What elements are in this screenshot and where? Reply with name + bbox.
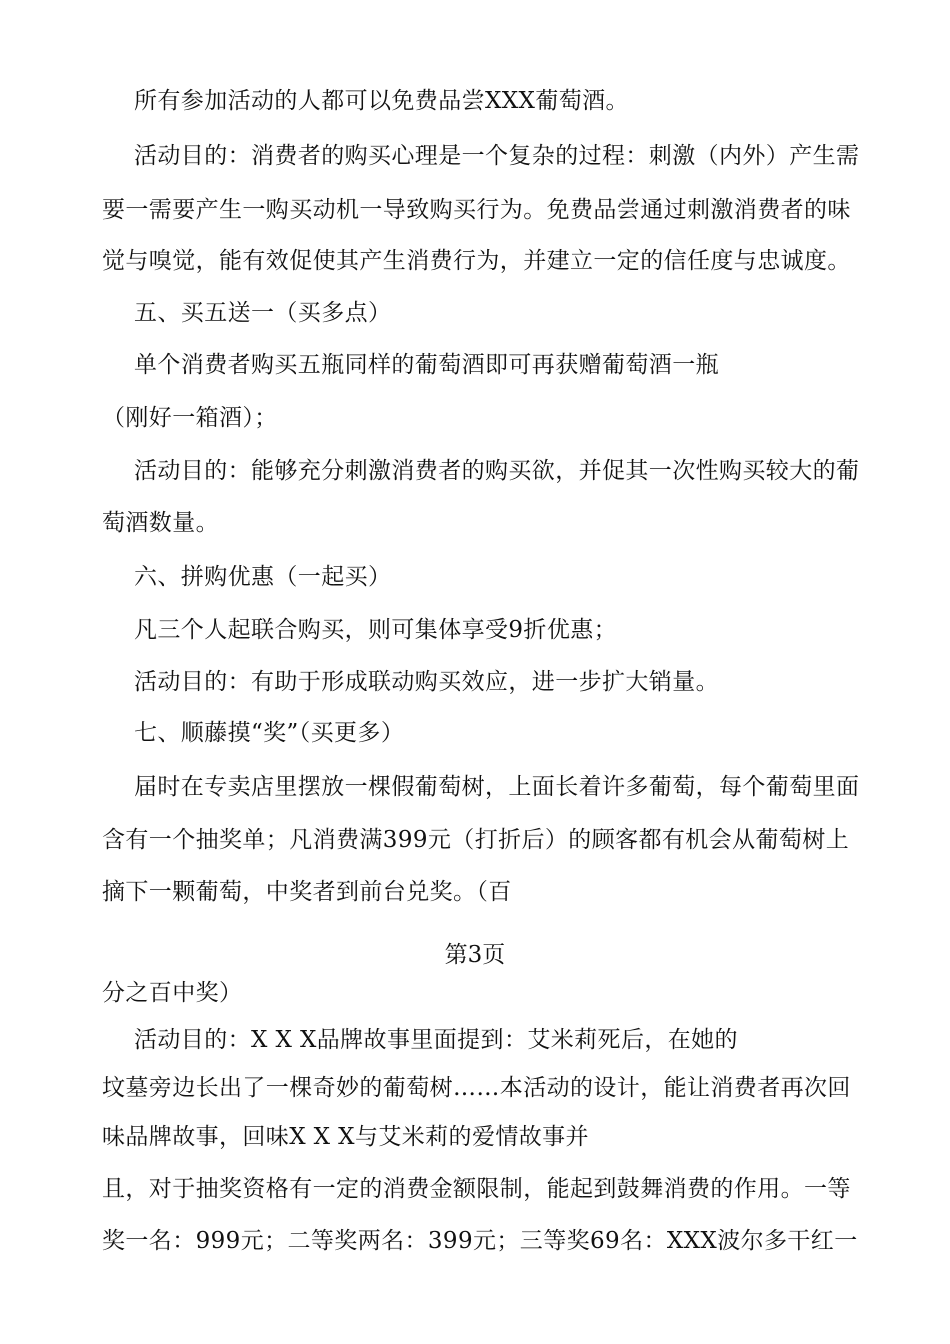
paragraph-line: 萄酒数量。: [102, 510, 219, 536]
paragraph-line: 活动目的：X X X品牌故事里面提到：艾米莉死后，在她的: [134, 1027, 738, 1053]
paragraph-line: 且，对于抽奖资格有一定的消费金额限制，能起到鼓舞消费的作用。一等: [102, 1176, 851, 1202]
paragraph-line: 活动目的：能够充分刺激消费者的购买欲，并促其一次性购买较大的葡: [134, 458, 860, 484]
paragraph-line: 活动目的：有助于形成联动购买效应，进一步扩大销量。: [134, 669, 719, 695]
paragraph-line: 要一需要产生一购买动机一导致购买行为。免费品尝通过刺激消费者的味: [102, 197, 851, 223]
paragraph-line: 坟墓旁边长出了一棵奇妙的葡萄树……本活动的设计，能让消费者再次回: [102, 1075, 851, 1101]
section-heading: 五、买五送一（买多点）: [134, 300, 392, 326]
page-number: 第3页: [444, 942, 506, 968]
paragraph-line: 摘下一颗葡萄，中奖者到前台兑奖。（百: [102, 879, 512, 905]
paragraph-line: （刚好一箱酒）；: [102, 405, 278, 431]
section-heading: 七、顺藤摸“奖”（买更多）: [134, 720, 405, 746]
paragraph-line: 凡三个人起联合购买，则可集体享受9折优惠；: [134, 617, 618, 643]
paragraph-line: 届时在专卖店里摆放一棵假葡萄树，上面长着许多葡萄，每个葡萄里面: [134, 774, 860, 800]
paragraph-line: 觉与嗅觉，能有效促使其产生消费行为，并建立一定的信任度与忠诚度。: [102, 248, 851, 274]
paragraph-line: 味品牌故事，回味X X X与艾米莉的爱情故事并: [102, 1124, 589, 1150]
section-heading: 六、拼购优惠（一起买）: [134, 564, 392, 590]
paragraph-line: 含有一个抽奖单；凡消费满399元（打折后）的顾客都有机会从葡萄树上: [102, 827, 850, 853]
paragraph-line: 单个消费者购买五瓶同样的葡萄酒即可再获赠葡萄酒一瓶: [134, 352, 719, 378]
paragraph-line: 活动目的：消费者的购买心理是一个复杂的过程：刺激（内外）产生需: [134, 143, 860, 169]
paragraph-line: 所有参加活动的人都可以免费品尝XXX葡萄酒。: [134, 88, 629, 114]
paragraph-line: 奖一名：999元；二等奖两名：399元；三等奖69名：XXX波尔多干红一: [102, 1228, 858, 1254]
paragraph-line: 分之百中奖）: [102, 980, 243, 1006]
